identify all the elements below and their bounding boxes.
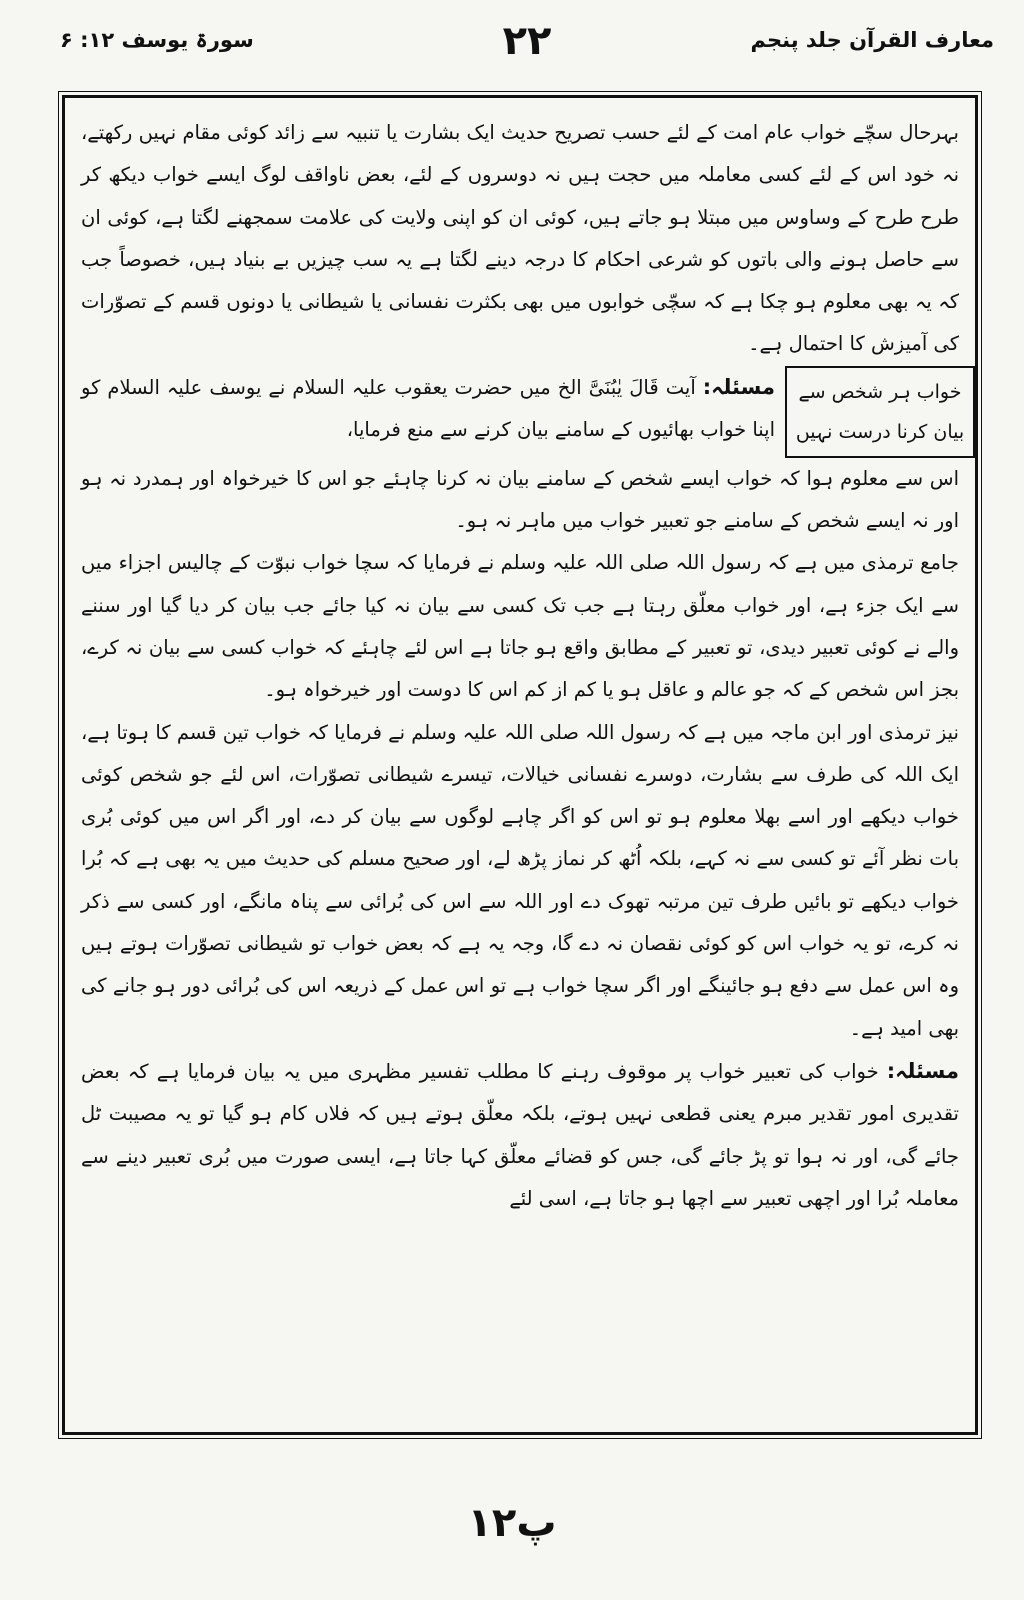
masala-2-label: مسئلہ: bbox=[886, 1058, 959, 1083]
side-note-box: خواب ہر شخص سے بیان کرنا درست نہیں bbox=[785, 366, 975, 458]
paragraph-4: نیز ترمذی اور ابن ماجہ میں ہے کہ رسول اللہ صلی اللہ علیہ وسلم نے فرمایا کہ خواب تین قسم کا ہوتا ہے، ایک اللہ کی طرف سے بشارت، دوسرے نفسانی خیالات، تیسرے شیطانی تصوّرات، اس لئے جو شخص کوئی خواب دیکھے اور اسے بھلا معلوم ہو تو اس کو اگر چاہے لوگوں سے بیان کر دے، اور اگر اس میں کوئی بُری بات نظر آئے تو کسی سے نہ کہے، بلکہ اُٹھ کر نماز پڑھ لے، اور صحیح مسلم کی حدیث میں یہ بھی ہے کہ بُرا خواب دیکھے تو بائیں طرف تین مرتبہ تھوک دے اور اللہ سے اس کی بُرائی سے پناہ مانگے، اور کسی سے ذکر نہ کرے، تو یہ خواب اس کو کوئی نقصان نہ دے گا، وجہ یہ ہے کہ بعض خواب تو شیطانی تصوّرات ہوتے ہیں وہ اس عمل سے دفع ہو جائینگے اور اگر سچا خواب ہے تو اس عمل کے ذریعہ اس کی بُرائی دور ہو جانے کی بھی امید ہے۔ bbox=[81, 720, 959, 1040]
masala-1-label: مسئلہ: bbox=[702, 374, 775, 399]
masala-2 bbox=[81, 1050, 959, 1220]
masala-1-row bbox=[81, 366, 965, 458]
paragraph-2: اس سے معلوم ہوا کہ خواب ایسے شخص کے سامنے بیان نہ کرنا چاہئے جو اس کا خیرخواہ اور ہمدرد نہ ہو اور نہ ایسے شخص کے سامنے جو تعبیر خواب میں ماہر نہ ہو۔ bbox=[81, 466, 959, 533]
page-number: ۲۲ bbox=[502, 18, 552, 64]
book-title: معارف القرآن جلد پنجم bbox=[750, 28, 994, 52]
paragraph-1: بہرحال سچّے خواب عام امت کے لئے حسب تصریح حدیث ایک بشارت یا تنبیہ سے زائد کوئی مقام نہیں رکھتے، نہ خود اس کے لئے کسی معاملہ میں حجت ہیں نہ دوسروں کے لئے، بعض ناواقف لوگ ایسے خواب دیکھ کر طرح طرح کے وساوس میں مبتلا ہو جاتے ہیں، کوئی ان کو اپنی ولایت کی علامت سمجھنے لگتا ہے، کوئی ان سے حاصل ہونے والی باتوں کو شرعی احکام کا درجہ دینے لگتا ہے یہ سب چیزیں بے بنیاد ہیں، خصوصاً جب کہ یہ بھی معلوم ہو چکا ہے کہ سچّی خوابوں میں بھی بکثرت نفسانی یا شیطانی یا دونوں قسم کے تصوّرات کی آمیزش کا احتمال ہے۔ bbox=[81, 121, 959, 356]
page-content bbox=[81, 112, 965, 1422]
folio-mark: ۱۲پ bbox=[467, 1500, 557, 1546]
paragraph-3: جامع ترمذی میں ہے کہ رسول اللہ صلی اللہ علیہ وسلم نے فرمایا کہ سچا خواب نبوّت کے چالیس اجزاء میں سے ایک جزء ہے، اور خواب معلّق رہتا ہے جب تک کسی سے بیان نہ کیا جائے جب بیان کر دیا گیا اور سننے والے نے کوئی تعبیر دیدی، تو تعبیر کے مطابق واقع ہو جاتا ہے اس لئے چاہئے کہ خواب کسی سے بیان نہ کرے، بجز اس شخص کے کہ جو عالم و عاقل ہو یا کم از کم اس کا دوست اور خیرخواہ ہو۔ bbox=[81, 551, 959, 702]
masala-1-text: آیت قَالَ یٰبُنَیَّ الخ میں حضرت یعقوب علیہ السلام نے یوسف علیہ السلام کو اپنا خواب بھائیوں کے سامنے بیان کرنے سے منع فرمایا، bbox=[81, 375, 775, 442]
masala-2-text: خواب کی تعبیر خواب پر موقوف رہنے کا مطلب تفسیر مظہری میں یہ بیان فرمایا ہے کہ بعض تقدیری امور تقدیر مبرم یعنی قطعی نہیں ہوتے، بلکہ معلّق ہوتے ہیں کہ فلاں کام ہو گیا تو یہ مصیبت ٹل جائے گی، اور نہ ہوا تو پڑ جائے گی، جس کو قضائے معلّق کہا جاتا ہے، ایسی صورت میں بُری تعبیر دینے سے معاملہ بُرا اور اچھی تعبیر سے اچھا ہو جاتا ہے، اسی لئے bbox=[81, 1059, 959, 1210]
masala-1 bbox=[81, 366, 785, 458]
surah-reference: سورۃ یوسف ۱۲: ۶ bbox=[60, 28, 254, 52]
page-header bbox=[60, 18, 994, 78]
text-frame bbox=[62, 95, 978, 1435]
